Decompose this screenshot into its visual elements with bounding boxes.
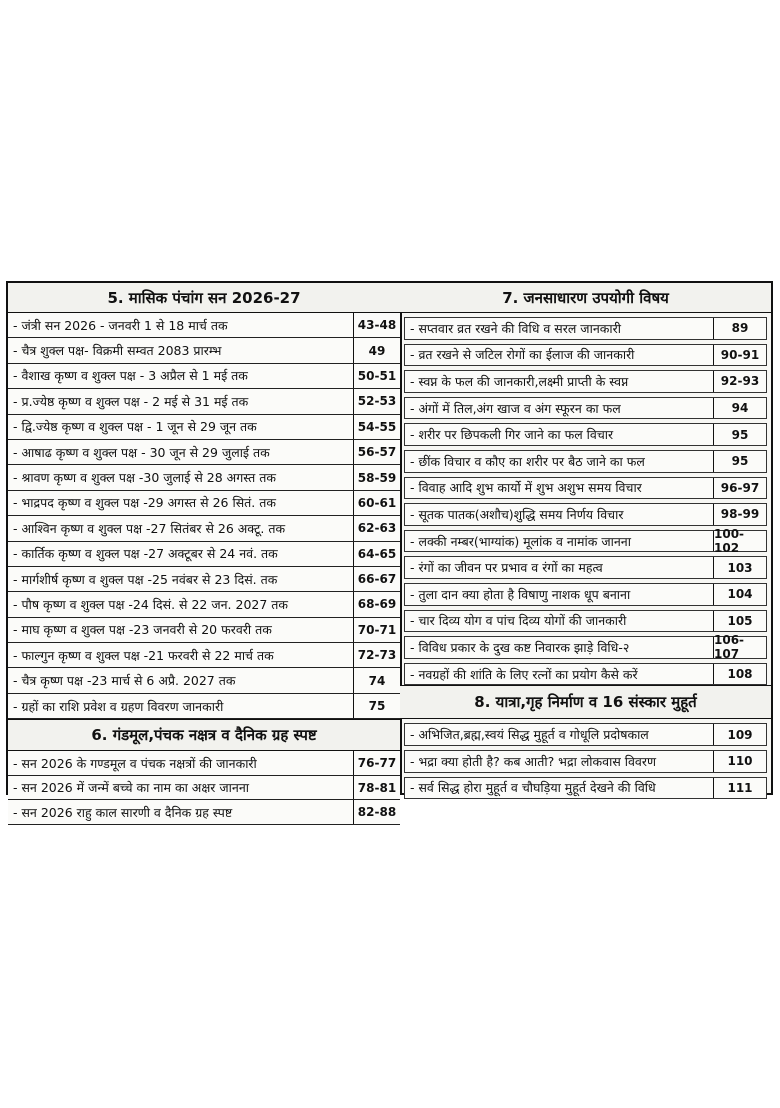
- table-row: [8, 465, 400, 490]
- section-6-title: 6. गंडमूल,पंचक नक्षत्र व दैनिक ग्रह स्पष्ट: [8, 719, 400, 751]
- page-number: 56-57: [353, 440, 400, 464]
- page-number: 68-69: [353, 592, 400, 616]
- table-row: [8, 491, 400, 516]
- section-8-rows: [400, 723, 771, 799]
- page-number: 72-73: [353, 643, 400, 667]
- table-row: [8, 618, 400, 643]
- topic-text: - आषाढ कृष्ण व शुक्ल पक्ष - 30 जून से 29 जुलाई तक: [13, 444, 270, 460]
- page-number: 95: [713, 424, 766, 445]
- right-column: [400, 283, 771, 796]
- page-number: 76-77: [353, 751, 400, 775]
- topic-text: - शरीर पर छिपकली गिर जाने का फल विचार: [410, 427, 614, 443]
- table-row: [404, 503, 767, 526]
- page-number: 66-67: [353, 567, 400, 591]
- topic-text: - जंत्री सन 2026 - जनवरी 1 से 18 मार्च तक: [13, 317, 228, 333]
- topic-text: - कार्तिक कृष्ण व शुक्ल पक्ष -27 अक्टूबर से 24 नवं. तक: [13, 546, 278, 562]
- page-number: 106-107: [713, 637, 766, 658]
- left-column: [8, 283, 402, 820]
- page-number: 70-71: [353, 618, 400, 642]
- table-row: [404, 583, 767, 606]
- table-row: [404, 723, 767, 746]
- topic-text: - सूतक पातक(अशौच)शुद्धि समय निर्णय विचार: [410, 506, 624, 522]
- topic-text: - भाद्रपद कृष्ण व शुक्ल पक्ष -29 अगस्त से 26 सितं. तक: [13, 495, 276, 511]
- page-number: 89: [713, 318, 766, 339]
- table-row: [8, 389, 400, 414]
- topic-text: - नवग्रहों की शांति के लिए रत्नों का प्रयोग कैसे करें: [410, 666, 638, 682]
- table-row: [8, 516, 400, 541]
- table-row: [404, 344, 767, 367]
- topic-text: - भद्रा क्या होती है? कब आती? भद्रा लोकवास विवरण: [410, 753, 657, 769]
- section-7-title: 7. जनसाधारण उपयोगी विषय: [400, 283, 771, 313]
- table-row: [8, 694, 400, 719]
- topic-text: - अभिजित,ब्रह्म,स्वयं सिद्ध मुहूर्त व गोधूलि प्रदोषकाल: [410, 727, 649, 743]
- page-number: 92-93: [713, 371, 766, 392]
- page-number: 75: [353, 694, 400, 718]
- page-number: 60-61: [353, 491, 400, 515]
- topic-text: - द्वि.ज्येष्ठ कृष्ण व शुक्ल पक्ष - 1 जून से 29 जून तक: [13, 419, 257, 435]
- page-number: 100-102: [713, 531, 766, 552]
- page-number: 111: [713, 778, 766, 799]
- topic-text: - विविध प्रकार के दुख कष्ट निवारक झाड़े विधि-२: [410, 639, 630, 655]
- table-row: [404, 370, 767, 393]
- table-row: [8, 668, 400, 693]
- table-row: [8, 643, 400, 668]
- table-row: [8, 776, 400, 801]
- topic-text: - सप्तवार व्रत रखने की विधि व सरल जानकारी: [410, 320, 621, 336]
- topic-text: - मार्गशीर्ष कृष्ण व शुक्ल पक्ष -25 नवंबर से 23 दिसं. तक: [13, 571, 278, 587]
- section-5-rows: [8, 313, 400, 719]
- section-7-rows: [400, 317, 771, 685]
- table-row: [404, 477, 767, 500]
- table-row: [8, 313, 400, 338]
- table-row: [8, 338, 400, 363]
- page-number: 54-55: [353, 415, 400, 439]
- contents-table: [6, 281, 773, 820]
- page-number: 94: [713, 398, 766, 419]
- table-row: [8, 567, 400, 592]
- page-number: 58-59: [353, 465, 400, 489]
- topic-text: - सर्व सिद्ध होरा मुहूर्त व चौघड़िया मुहूर्त देखने की विधि: [410, 780, 656, 796]
- topic-text: - सन 2026 में जन्में बच्चे का नाम का अक्षर जानना: [13, 780, 250, 795]
- table-row: [404, 556, 767, 579]
- topic-text: - वैशाख कृष्ण व शुक्ल पक्ष - 3 अप्रैल से 1 मई तक: [13, 368, 248, 384]
- table-row: [8, 440, 400, 465]
- page-number: 49: [353, 338, 400, 362]
- page-number: 43-48: [353, 313, 400, 337]
- page-number: 104: [713, 584, 766, 605]
- table-row: [404, 527, 767, 556]
- table-row: [404, 663, 767, 686]
- table-row: [8, 800, 400, 825]
- page-number: 105: [713, 611, 766, 632]
- table-row: [8, 751, 400, 776]
- topic-text: - चैत्र शुक्ल पक्ष- विक्रमी सम्वत 2083 प्रारम्भ: [13, 343, 222, 359]
- page-number: 78-81: [353, 776, 400, 800]
- page-number: 96-97: [713, 478, 766, 499]
- topic-text: - श्रावण कृष्ण व शुक्ल पक्ष -30 जुलाई से 28 अगस्त तक: [13, 470, 276, 486]
- page-number: 50-51: [353, 364, 400, 388]
- topic-text: - छींक विचार व कौए का शरीर पर बैठ जाने का फल: [410, 453, 645, 469]
- table-row: [8, 364, 400, 389]
- topic-text: - सन 2026 के गण्डमूल व पंचक नक्षत्रों की जानकारी: [13, 755, 257, 771]
- topic-text: - ग्रहों का राशि प्रवेश व ग्रहण विवरण जानकारी: [13, 698, 224, 714]
- page-number: 62-63: [353, 516, 400, 540]
- table-row: [8, 592, 400, 617]
- page-number: 98-99: [713, 504, 766, 525]
- topic-text: - रंगों का जीवन पर प्रभाव व रंगों का महत्व: [410, 560, 603, 576]
- page-number: 52-53: [353, 389, 400, 413]
- table-row: [8, 542, 400, 567]
- table-row: [404, 450, 767, 473]
- table-row: [8, 415, 400, 440]
- topic-text: - चैत्र कृष्ण पक्ष -23 मार्च से 6 अप्रै. 2027 तक: [13, 673, 236, 689]
- table-row: [404, 397, 767, 420]
- topic-text: - चार दिव्य योग व पांच दिव्य योगों की जानकारी: [410, 613, 627, 629]
- topic-text: - प्र.ज्येष्ठ कृष्ण व शुक्ल पक्ष - 2 मई से 31 मई तक: [13, 393, 249, 409]
- table-row: [404, 777, 767, 800]
- section-8-title: 8. यात्रा,गृह निर्माण व 16 संस्कार मुहूर्त: [400, 685, 771, 719]
- table-row: [404, 610, 767, 633]
- table-row: [404, 750, 767, 773]
- topic-text: - सन 2026 राहु काल सारणी व दैनिक ग्रह स्पष्ट: [13, 804, 233, 820]
- topic-text: - लक्की नम्बर(भाग्यांक) मूलांक व नामांक जानना: [410, 533, 631, 549]
- section-6-rows: [8, 751, 400, 825]
- page-number: 108: [713, 664, 766, 685]
- topic-text: - पौष कृष्ण व शुक्ल पक्ष -24 दिसं. से 22 जन. 2027 तक: [13, 596, 289, 612]
- topic-text: - व्रत रखने से जटिल रोगों का ईलाज की जानकारी: [410, 347, 635, 363]
- page-number: 95: [713, 451, 766, 472]
- page-number: 64-65: [353, 542, 400, 566]
- page-number: 74: [353, 668, 400, 692]
- topic-text: - विवाह आदि शुभ कार्यो में शुभ अशुभ समय विचार: [410, 480, 642, 496]
- table-row: [404, 423, 767, 446]
- topic-text: - अंगों में तिल,अंग खाज व अंग स्फूरन का फल: [410, 400, 621, 416]
- page-number: 109: [713, 724, 766, 745]
- page-number: 103: [713, 557, 766, 578]
- topic-text: - आश्विन कृष्ण व शुक्ल पक्ष -27 सितंबर से 26 अक्टू. तक: [13, 520, 286, 536]
- table-row: [404, 633, 767, 662]
- topic-text: - माघ कृष्ण व शुक्ल पक्ष -23 जनवरी से 20 फरवरी तक: [13, 622, 272, 638]
- page-number: 90-91: [713, 345, 766, 366]
- page-number: 110: [713, 751, 766, 772]
- section-5-title: 5. मासिक पंचांग सन 2026-27: [8, 283, 400, 313]
- topic-text: - तुला दान क्या होता है विषाणु नाशक धूप बनाना: [410, 586, 631, 602]
- table-row: [404, 317, 767, 340]
- topic-text: - स्वप्न के फल की जानकारी,लक्ष्मी प्राप्ती के स्वप्न: [410, 373, 629, 389]
- topic-text: - फाल्गुन कृष्ण व शुक्ल पक्ष -21 फरवरी से 22 मार्च तक: [13, 647, 274, 663]
- page-number: 82-88: [353, 800, 400, 824]
